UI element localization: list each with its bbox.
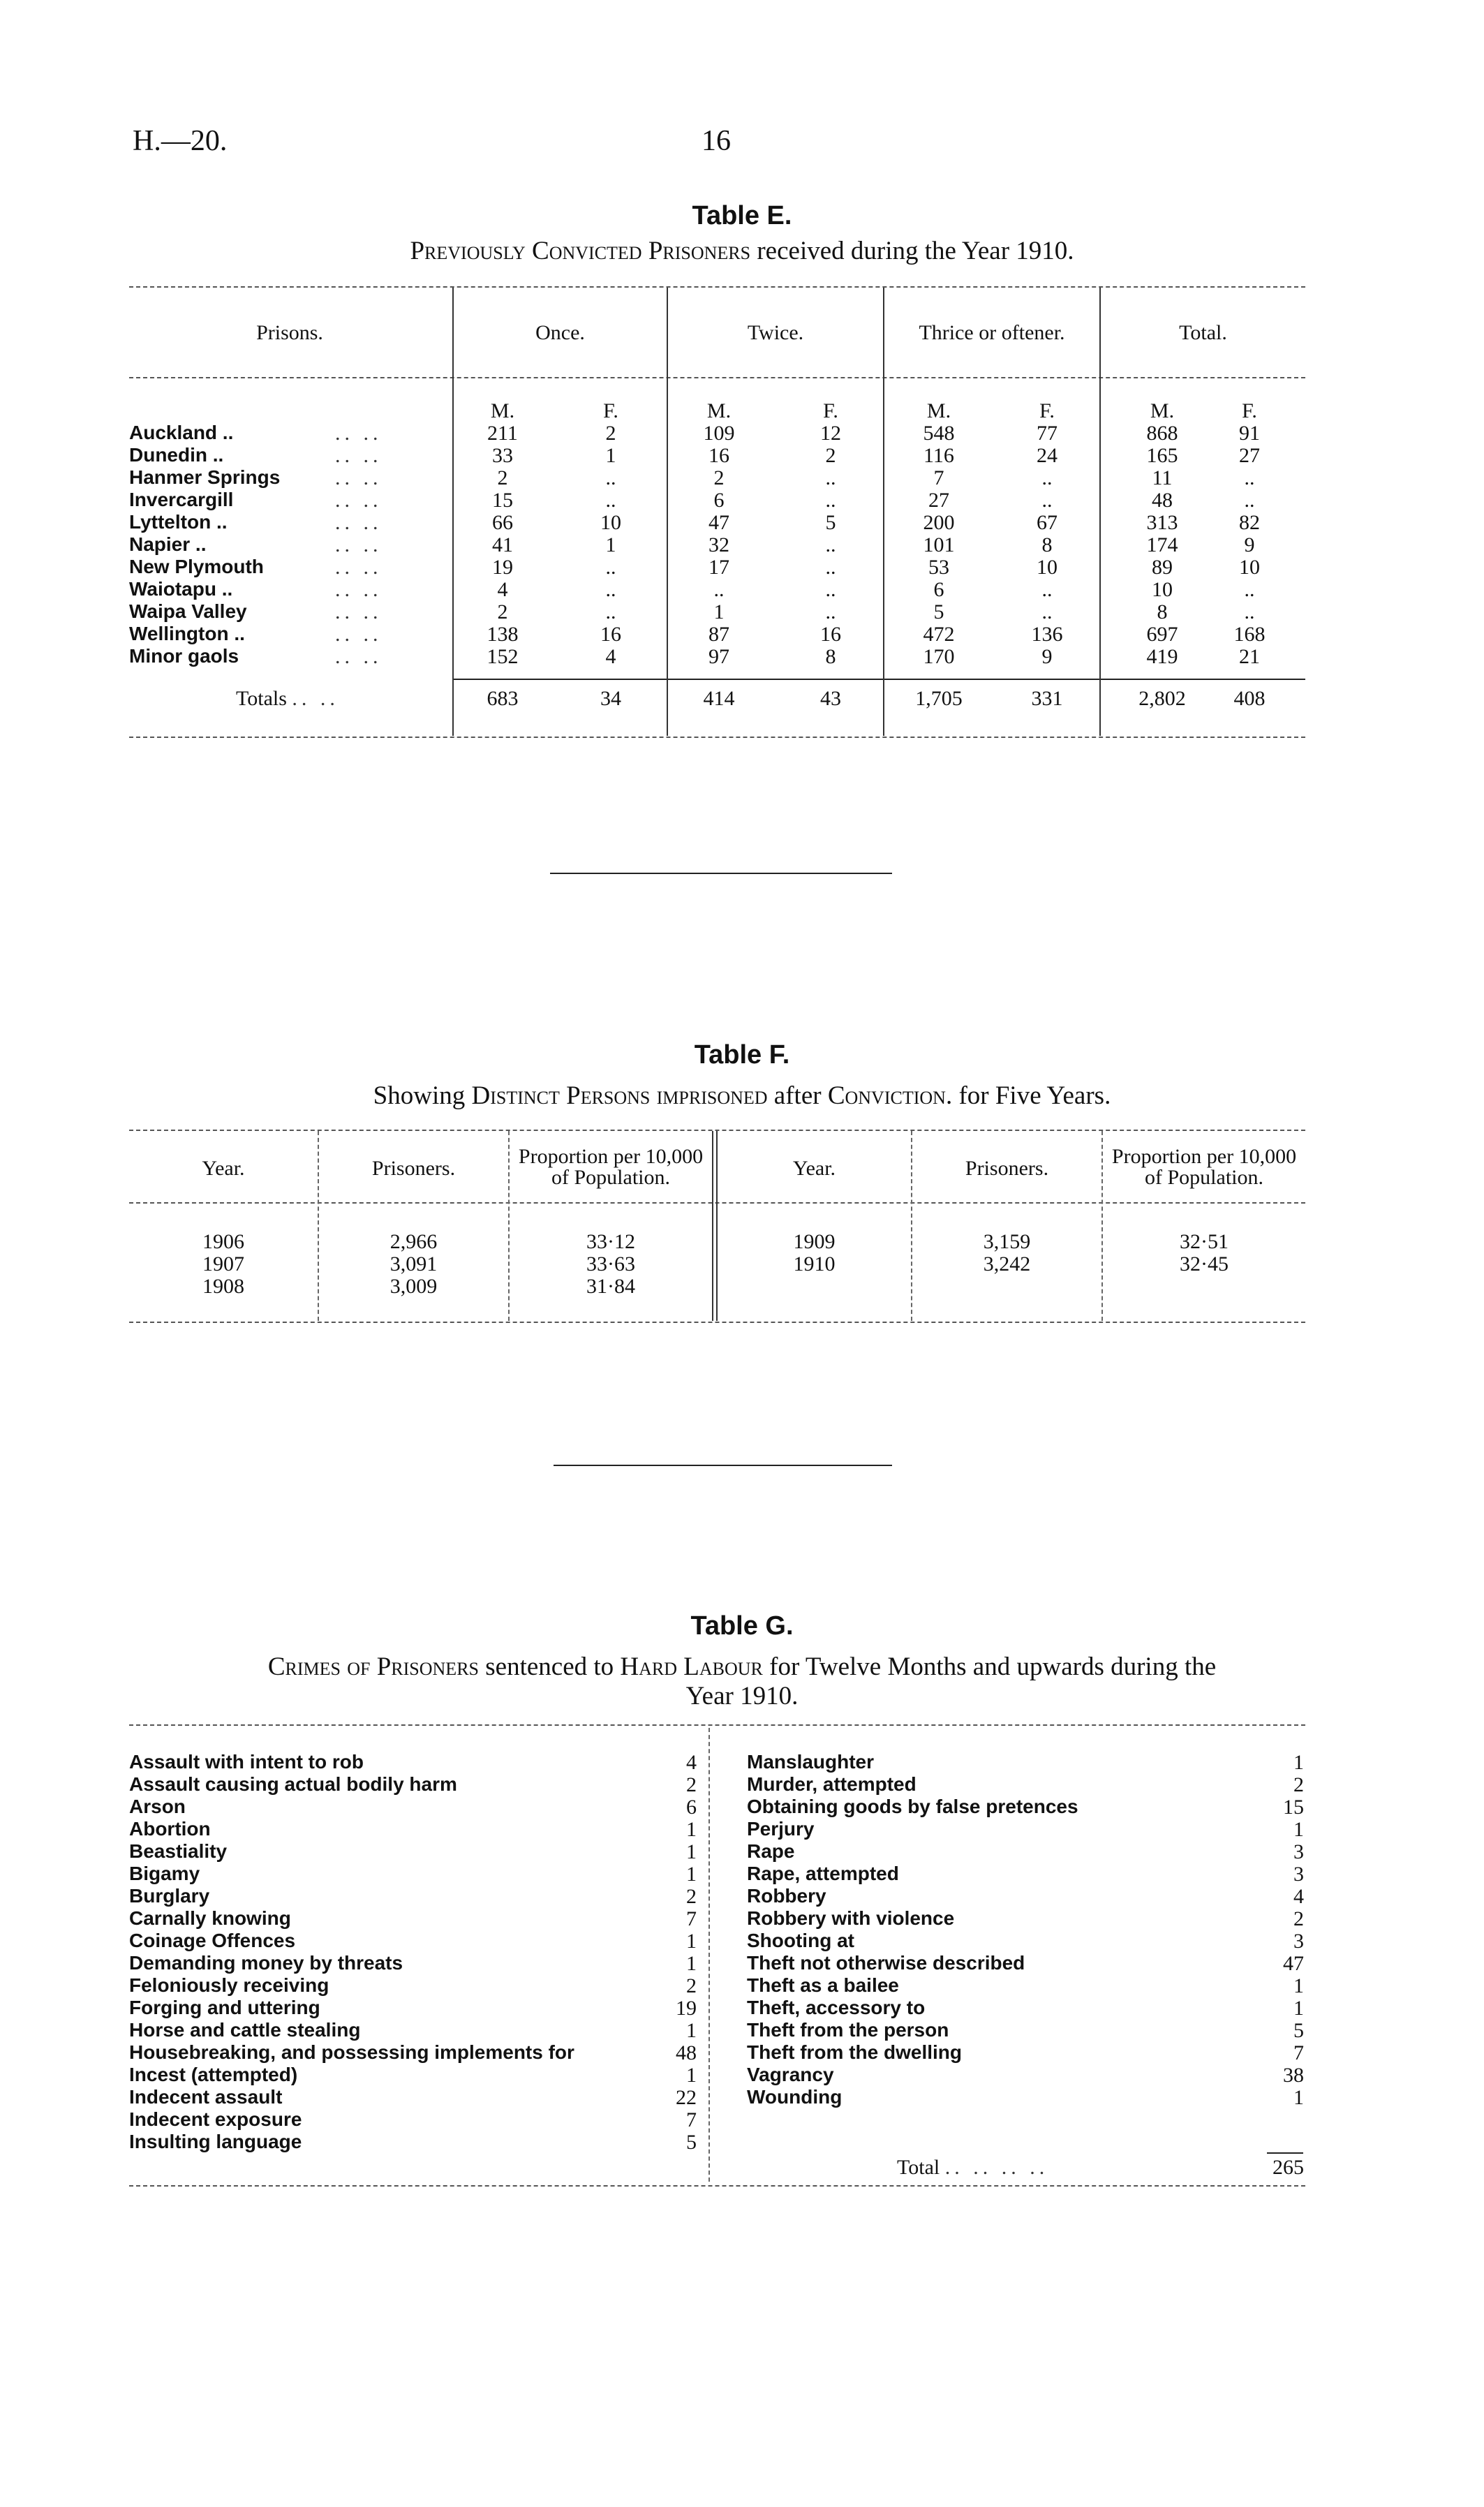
- table-e-cell: 6: [933, 578, 944, 601]
- table-e-cell: 41: [492, 533, 513, 556]
- table-e-cell: ..: [825, 600, 836, 623]
- table-e-cell: 1: [605, 444, 616, 467]
- table-e-vrule-2: [667, 288, 668, 736]
- table-g-subtitle: [0, 1652, 1484, 1682]
- table-f-prisoners: 3,091: [389, 1252, 438, 1275]
- table-g-crime: Rape: [747, 1840, 795, 1862]
- table-g-count: 1: [1293, 1818, 1304, 1841]
- table-e-total-cell: 414: [703, 687, 735, 710]
- table-e-m-header: M.: [1150, 399, 1175, 422]
- table-e-cell: 9: [1041, 645, 1053, 668]
- table-e-row-label: Dunedin ..: [129, 444, 224, 466]
- table-e-bottom-rule: [129, 737, 1305, 738]
- table-e-header-rule: [129, 377, 1305, 378]
- table-e-cell: ..: [1244, 600, 1255, 623]
- table-g-crime: Beastiality: [129, 1840, 228, 1862]
- table-g-count: 1: [686, 1863, 697, 1886]
- table-e-cell: 17: [708, 556, 729, 579]
- table-f-prisoners: 3,009: [389, 1275, 438, 1298]
- table-e-cell: 11: [1152, 466, 1173, 489]
- table-e-total-cell: 34: [600, 687, 621, 710]
- table-e-total-cell: 408: [1233, 687, 1266, 710]
- table-f-col-proportion-right-1: Proportion per 10,000: [1111, 1145, 1297, 1168]
- table-g-count: 38: [1283, 2064, 1304, 2087]
- table-g-count: 1: [686, 1840, 697, 1863]
- table-e-row-label: Napier ..: [129, 533, 207, 555]
- table-e-row-leader: .. ..: [335, 556, 383, 579]
- table-g-crime: Burglary: [129, 1885, 210, 1907]
- table-e-cell: 152: [487, 645, 519, 668]
- table-f-subtitle-end: . for Five Years.: [945, 1081, 1111, 1110]
- table-g-count: 3: [1293, 1930, 1304, 1953]
- table-e-total-cell: 1,705: [915, 687, 963, 710]
- page-reference: H.—20.: [133, 125, 228, 157]
- table-e-cell: 16: [600, 623, 621, 646]
- table-g-crime: Insulting language: [129, 2131, 302, 2152]
- table-e-cell: 97: [708, 645, 729, 668]
- table-g-total-label: Total .. .. .. ..: [897, 2156, 1049, 2179]
- table-e-cell: 27: [1239, 444, 1260, 467]
- table-e-m-header: M.: [490, 399, 515, 422]
- table-g-bottom-rule: [129, 2185, 1305, 2187]
- table-e-cell: ..: [825, 489, 836, 512]
- table-e-cell: 67: [1037, 511, 1058, 534]
- table-g-count: 5: [686, 2131, 697, 2154]
- table-e-cell: 6: [713, 489, 725, 512]
- table-g-crime: Forging and uttering: [129, 1997, 320, 2018]
- table-g-top-rule: [129, 1724, 1305, 1726]
- table-f-prisoners: 2,966: [389, 1230, 438, 1253]
- table-e-total-cell: 683: [487, 687, 519, 710]
- table-g-count: 15: [1283, 1796, 1304, 1819]
- table-e-cell: 116: [923, 444, 954, 467]
- table-g-total-value: 265: [1272, 2156, 1304, 2179]
- table-f-year: 1909: [793, 1230, 836, 1253]
- table-e-col-once: Once.: [535, 321, 585, 344]
- table-g-count: 1: [686, 1952, 697, 1975]
- table-f-prisoners: 3,159: [983, 1230, 1031, 1253]
- table-e-cell: 27: [928, 489, 949, 512]
- table-f-subtitle: [0, 1081, 1484, 1111]
- table-e-cell: 16: [708, 444, 729, 467]
- table-g-count: 3: [1293, 1863, 1304, 1886]
- table-e-title: Table E.: [692, 201, 792, 230]
- table-e-cell: 10: [1152, 578, 1173, 601]
- table-f-col-proportion-left-2: of Population.: [551, 1166, 670, 1189]
- table-f-col-prisoners-left: Prisoners.: [371, 1157, 456, 1180]
- table-g-count: 1: [686, 2064, 697, 2087]
- table-f-subtitle-mid: after: [767, 1081, 828, 1110]
- table-g-count: 5: [1293, 2019, 1304, 2042]
- table-g-crime: Feloniously receiving: [129, 1974, 329, 1996]
- table-g-count: 2: [686, 1773, 697, 1796]
- table-g-count: 1: [1293, 1751, 1304, 1774]
- table-f-proportion: 32·51: [1180, 1230, 1229, 1253]
- table-g-count: 48: [676, 2041, 697, 2064]
- table-e-row-leader: .. ..: [335, 533, 383, 556]
- table-g-subtitle-end: for Twelve Months and upwards during the: [762, 1652, 1217, 1681]
- table-g-count: 2: [686, 1885, 697, 1908]
- table-f-proportion: 31·84: [586, 1275, 635, 1298]
- table-f-year: 1907: [202, 1252, 244, 1275]
- table-f-col-proportion-right-2: of Population.: [1145, 1166, 1263, 1189]
- table-e-cell: 472: [923, 623, 955, 646]
- table-g-count: 3: [1293, 1840, 1304, 1863]
- table-f-proportion: 33·63: [586, 1252, 635, 1275]
- table-g-crime: Wounding: [747, 2086, 843, 2108]
- table-g-crime: Vagrancy: [747, 2064, 834, 2085]
- table-g-count: 4: [1293, 1885, 1304, 1908]
- table-g-count: 1: [686, 2019, 697, 2042]
- table-g-crime: Theft not otherwise described: [747, 1952, 1025, 1974]
- table-e-row-leader: .. ..: [335, 444, 383, 467]
- table-e-cell: ..: [1244, 466, 1255, 489]
- table-f-title: Table F.: [694, 1040, 790, 1070]
- table-g-subtitle-line2: Year 1910.: [685, 1682, 799, 1710]
- table-e-cell: 168: [1233, 623, 1266, 646]
- table-e-cell: 8: [1041, 533, 1053, 556]
- table-e-cell: 2: [825, 444, 836, 467]
- table-g-title: Table G.: [690, 1611, 794, 1641]
- table-e-col-prisons: Prisons.: [256, 321, 323, 344]
- table-e-cell: 101: [923, 533, 955, 556]
- table-e-row-label: Minor gaols: [129, 645, 239, 667]
- table-g-count: 6: [686, 1796, 697, 1819]
- table-f-year: 1910: [793, 1252, 836, 1275]
- table-g-subtitle-mid: sentenced to: [479, 1652, 621, 1681]
- table-e-cell: 16: [820, 623, 841, 646]
- table-e-cell: 9: [1244, 533, 1255, 556]
- table-g-crime: Murder, attempted: [747, 1773, 917, 1795]
- table-e-cell: 5: [825, 511, 836, 534]
- table-g-crime: Horse and cattle stealing: [129, 2019, 361, 2041]
- table-e-vrule-1: [452, 288, 454, 736]
- table-g-count: 7: [686, 2108, 697, 2131]
- table-g-count: 1: [1293, 1997, 1304, 2020]
- table-e-row-leader: .. ..: [335, 600, 383, 623]
- table-f-col-prisoners-right: Prisoners.: [965, 1157, 1049, 1180]
- table-e-cell: 12: [820, 422, 841, 445]
- table-g-crime: Robbery: [747, 1885, 826, 1907]
- table-e-cell: 1: [713, 600, 725, 623]
- table-g-crime: Incest (attempted): [129, 2064, 298, 2085]
- table-e-cell: ..: [825, 578, 836, 601]
- table-g-count: 2: [1293, 1907, 1304, 1930]
- table-e-cell: 10: [1239, 556, 1260, 579]
- table-e-cell: ..: [1244, 489, 1255, 512]
- table-e-cell: ..: [825, 466, 836, 489]
- table-e-cell: 77: [1037, 422, 1058, 445]
- table-e-cell: 211: [487, 422, 518, 445]
- table-e-cell: 48: [1152, 489, 1173, 512]
- table-e-cell: 136: [1031, 623, 1063, 646]
- table-e-cell: 200: [923, 511, 955, 534]
- table-e-cell: 66: [492, 511, 513, 534]
- table-g-total-rule: [1267, 2152, 1303, 2154]
- table-f-proportion: 32·45: [1180, 1252, 1229, 1275]
- table-g-crime: Indecent exposure: [129, 2108, 302, 2130]
- table-e-row-leader: .. ..: [335, 623, 383, 646]
- table-e-cell: ..: [605, 600, 616, 623]
- table-e-cell: ..: [1041, 489, 1053, 512]
- table-e-col-twice: Twice.: [747, 321, 804, 344]
- table-g-crime: Theft, accessory to: [747, 1997, 926, 2018]
- table-e-cell: 8: [1157, 600, 1168, 623]
- table-g-crime: Coinage Offences: [129, 1930, 296, 1951]
- table-g-crime: Demanding money by threats: [129, 1952, 403, 1974]
- table-g-crime: Theft from the person: [747, 2019, 949, 2041]
- table-g-count: 4: [686, 1751, 697, 1774]
- table-e-cell: 2: [605, 422, 616, 445]
- table-g-crime: Theft from the dwelling: [747, 2041, 962, 2063]
- table-e-total-cell: 2,802: [1138, 687, 1186, 710]
- table-e-row-leader: .. ..: [335, 489, 383, 512]
- table-e-row-label: Invercargill: [129, 489, 234, 510]
- table-e-col-thrice: Thrice or oftener.: [919, 321, 1065, 344]
- table-e-cell: 174: [1146, 533, 1178, 556]
- table-g-count: 1: [686, 1818, 697, 1841]
- table-g-count: 2: [1293, 1773, 1304, 1796]
- table-e-subtitle-rest: received during the Year 1910.: [750, 237, 1074, 265]
- table-g-crime: Manslaughter: [747, 1751, 875, 1773]
- table-e-cell: 24: [1037, 444, 1058, 467]
- table-g-count: 22: [676, 2086, 697, 2109]
- table-g-crime: Theft as a bailee: [747, 1974, 899, 1996]
- table-f-year: 1906: [202, 1230, 244, 1253]
- table-g-crime: Indecent assault: [129, 2086, 283, 2108]
- table-f-col-year-left: Year.: [202, 1157, 245, 1180]
- table-f-col-year-right: Year.: [792, 1157, 836, 1180]
- table-e-cell: 47: [708, 511, 729, 534]
- table-g-count: 1: [686, 1930, 697, 1953]
- table-e-cell: 2: [713, 466, 725, 489]
- table-e-totals-rule: [454, 679, 1305, 680]
- table-g-crime: Carnally knowing: [129, 1907, 291, 1929]
- separator-rule-1: [550, 873, 892, 874]
- table-g-crime: Obtaining goods by false pretences: [747, 1796, 1078, 1817]
- table-e-m-header: M.: [926, 399, 951, 422]
- table-e-cell: 7: [933, 466, 944, 489]
- table-g-crime: Bigamy: [129, 1863, 200, 1884]
- table-e-cell: 697: [1146, 623, 1178, 646]
- table-e-cell: ..: [605, 466, 616, 489]
- table-e-row-leader: .. ..: [335, 645, 383, 668]
- separator-rule-2: [554, 1465, 892, 1466]
- table-e-cell: 15: [492, 489, 513, 512]
- table-e-cell: 165: [1146, 444, 1178, 467]
- table-e-cell: 91: [1239, 422, 1260, 445]
- table-e-row-label: Hanmer Springs: [129, 466, 281, 488]
- table-e-subtitle: [0, 236, 1484, 266]
- table-e-cell: 170: [923, 645, 955, 668]
- table-g-crime: Rape, attempted: [747, 1863, 899, 1884]
- table-g-crime: Arson: [129, 1796, 186, 1817]
- table-e-cell: 1: [605, 533, 616, 556]
- table-g-crime: Assault causing actual bodily harm: [129, 1773, 457, 1795]
- page-number: 16: [702, 125, 731, 157]
- table-e-row-label: Waipa Valley: [129, 600, 247, 622]
- table-g-crime: Perjury: [747, 1818, 815, 1840]
- table-e-row-leader: .. ..: [335, 422, 383, 445]
- table-e-cell: 2: [497, 466, 508, 489]
- table-e-cell: 10: [1037, 556, 1058, 579]
- table-e-cell: 19: [492, 556, 513, 579]
- table-e-cell: 868: [1146, 422, 1178, 445]
- table-e-cell: 4: [497, 578, 508, 601]
- table-f-subtitle-sc1: Distinct Persons imprisoned: [471, 1081, 768, 1110]
- table-e-cell: ..: [1041, 466, 1053, 489]
- table-e-row-label: Waiotapu ..: [129, 578, 233, 600]
- table-e-top-rule: [129, 286, 1305, 288]
- table-e-row-label: Wellington ..: [129, 623, 245, 644]
- table-g-crime: Shooting at: [747, 1930, 854, 1951]
- table-e-row-label: Auckland ..: [129, 422, 234, 443]
- table-e-cell: 419: [1146, 645, 1178, 668]
- table-e-subtitle-sc: Previously Convicted Prisoners: [410, 237, 751, 265]
- table-f-vrule-mid-a: [712, 1131, 713, 1321]
- table-e-cell: 138: [487, 623, 519, 646]
- table-e-cell: ..: [825, 533, 836, 556]
- table-e-vrule-4: [1099, 288, 1101, 736]
- table-e-cell: 82: [1239, 511, 1260, 534]
- table-g-crime: Abortion: [129, 1818, 211, 1840]
- table-e-cell: ..: [605, 556, 616, 579]
- table-e-cell: ..: [1041, 578, 1053, 601]
- table-e-cell: 109: [703, 422, 735, 445]
- table-f-year: 1908: [202, 1275, 244, 1298]
- table-e-f-header: F.: [823, 399, 838, 422]
- table-g-crime: Robbery with violence: [747, 1907, 955, 1929]
- table-f-subtitle-lead: Showing: [373, 1081, 472, 1110]
- table-e-total-cell: 331: [1031, 687, 1063, 710]
- table-e-cell: 32: [708, 533, 729, 556]
- table-f-prisoners: 3,242: [983, 1252, 1031, 1275]
- table-g-count: 7: [1293, 2041, 1304, 2064]
- table-e-totals-label: Totals .. ..: [236, 687, 339, 710]
- table-f-bottom-rule: [129, 1322, 1305, 1323]
- table-e-cell: 313: [1146, 511, 1178, 534]
- table-e-row-leader: .. ..: [335, 578, 383, 601]
- table-g-crime: Housebreaking, and possessing implements for: [129, 2041, 574, 2063]
- table-e-row-leader: .. ..: [335, 511, 383, 534]
- table-f-proportion: 33·12: [586, 1230, 635, 1253]
- table-g-count: 2: [686, 1974, 697, 1997]
- table-e-row-leader: .. ..: [335, 466, 383, 489]
- table-e-cell: ..: [605, 578, 616, 601]
- table-e-cell: 10: [600, 511, 621, 534]
- table-e-cell: ..: [825, 556, 836, 579]
- table-e-f-header: F.: [603, 399, 618, 422]
- table-g-count: 1: [1293, 1974, 1304, 1997]
- table-e-cell: 87: [708, 623, 729, 646]
- table-e-cell: 548: [923, 422, 955, 445]
- table-e-cell: 53: [928, 556, 949, 579]
- table-e-total-cell: 43: [820, 687, 841, 710]
- table-e-f-header: F.: [1039, 399, 1055, 422]
- table-e-row-label: Lyttelton ..: [129, 511, 228, 533]
- table-e-cell: 21: [1239, 645, 1260, 668]
- table-e-cell: 33: [492, 444, 513, 467]
- table-e-cell: 2: [497, 600, 508, 623]
- table-f-subtitle-sc2: Conviction: [827, 1081, 946, 1110]
- table-g-center-rule: [708, 1728, 710, 2182]
- table-e-cell: 4: [605, 645, 616, 668]
- table-g-subtitle-sc2: Hard Labour: [620, 1652, 763, 1681]
- table-e-f-header: F.: [1242, 399, 1257, 422]
- table-g-count: 47: [1283, 1952, 1304, 1975]
- table-g-subtitle-sc1: Crimes of Prisoners: [267, 1652, 479, 1681]
- table-e-cell: ..: [713, 578, 725, 601]
- table-e-cell: 5: [933, 600, 944, 623]
- table-e-cell: ..: [1041, 600, 1053, 623]
- table-g-count: 1: [1293, 2086, 1304, 2109]
- table-e-vrule-3: [883, 288, 884, 736]
- table-e-cell: 8: [825, 645, 836, 668]
- table-e-col-total: Total.: [1179, 321, 1227, 344]
- table-g-count: 19: [676, 1997, 697, 2020]
- table-e-cell: ..: [605, 489, 616, 512]
- table-f-col-proportion-left-1: Proportion per 10,000: [518, 1145, 704, 1168]
- table-e-cell: 89: [1152, 556, 1173, 579]
- table-g-crime: Assault with intent to rob: [129, 1751, 364, 1773]
- table-g-count: 7: [686, 1907, 697, 1930]
- table-e-row-label: New Plymouth: [129, 556, 264, 577]
- table-e-m-header: M.: [706, 399, 732, 422]
- table-e-cell: ..: [1244, 578, 1255, 601]
